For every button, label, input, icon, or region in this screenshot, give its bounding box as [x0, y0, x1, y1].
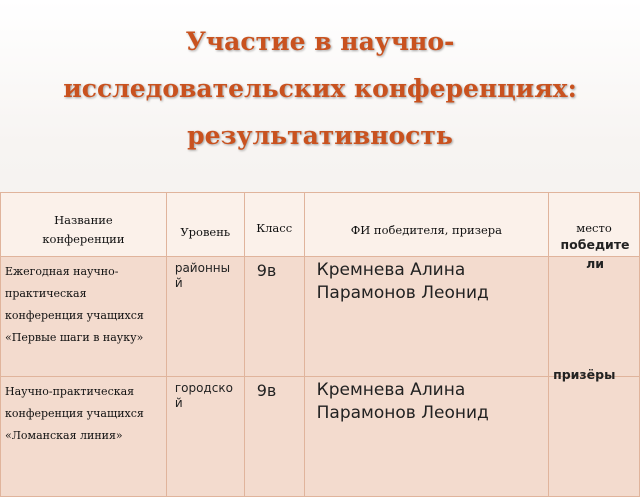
row-1-level: районный [174, 261, 231, 290]
header-class-cell [244, 193, 304, 257]
slide-title [0, 18, 640, 159]
header-conference: Название конференции [42, 213, 125, 246]
row-2-winner-1: Кремнева Алина [316, 380, 466, 400]
header-winner-cell [304, 193, 548, 257]
header-level: Уровень [180, 225, 231, 239]
row-1-place: победители [560, 237, 630, 271]
header-conference-cell [1, 193, 167, 257]
row-1-winner-1: Кремнева Алина [316, 260, 466, 280]
table-row [1, 377, 640, 497]
row-1-place-cell [549, 237, 640, 377]
title-line-2: исследовательских конференциях: [63, 74, 577, 103]
title-line-3: результативность [187, 121, 453, 150]
results-table [0, 192, 640, 497]
header-row [1, 193, 640, 257]
row-2-class: 9в [256, 381, 277, 400]
row-1-winner-cell [304, 257, 548, 377]
row-2-winner-2: Парамонов Леонид [316, 403, 489, 423]
row-2-class-cell [244, 377, 304, 497]
row-2-winner-cell [304, 377, 548, 497]
row-2-place: призёры [553, 367, 616, 382]
row-2-conference-cell [1, 377, 167, 497]
row-1-level-cell [166, 257, 244, 377]
row-1-conference-cell [1, 257, 167, 377]
row-1-class: 9в [256, 261, 277, 280]
title-line-1: Участие в научно- [185, 27, 455, 56]
table-row [1, 257, 640, 377]
row-1-class-cell [244, 257, 304, 377]
row-2-level-cell [166, 377, 244, 497]
row-2-conference: Научно-практическая конференция учащихся «Ломанская линия» [5, 385, 144, 442]
row-2-place-cell [549, 367, 640, 497]
row-2-level: городской [174, 381, 233, 410]
header-class: Класс [256, 221, 293, 235]
header-level-cell [166, 193, 244, 257]
header-winner: ФИ победителя, призера [350, 223, 503, 237]
row-1-conference: Ежегодная научно-практическая конференция учащихся «Первые шаги в науку» [5, 265, 144, 344]
header-place: место [576, 221, 612, 235]
row-1-winner-2: Парамонов Леонид [316, 283, 489, 303]
